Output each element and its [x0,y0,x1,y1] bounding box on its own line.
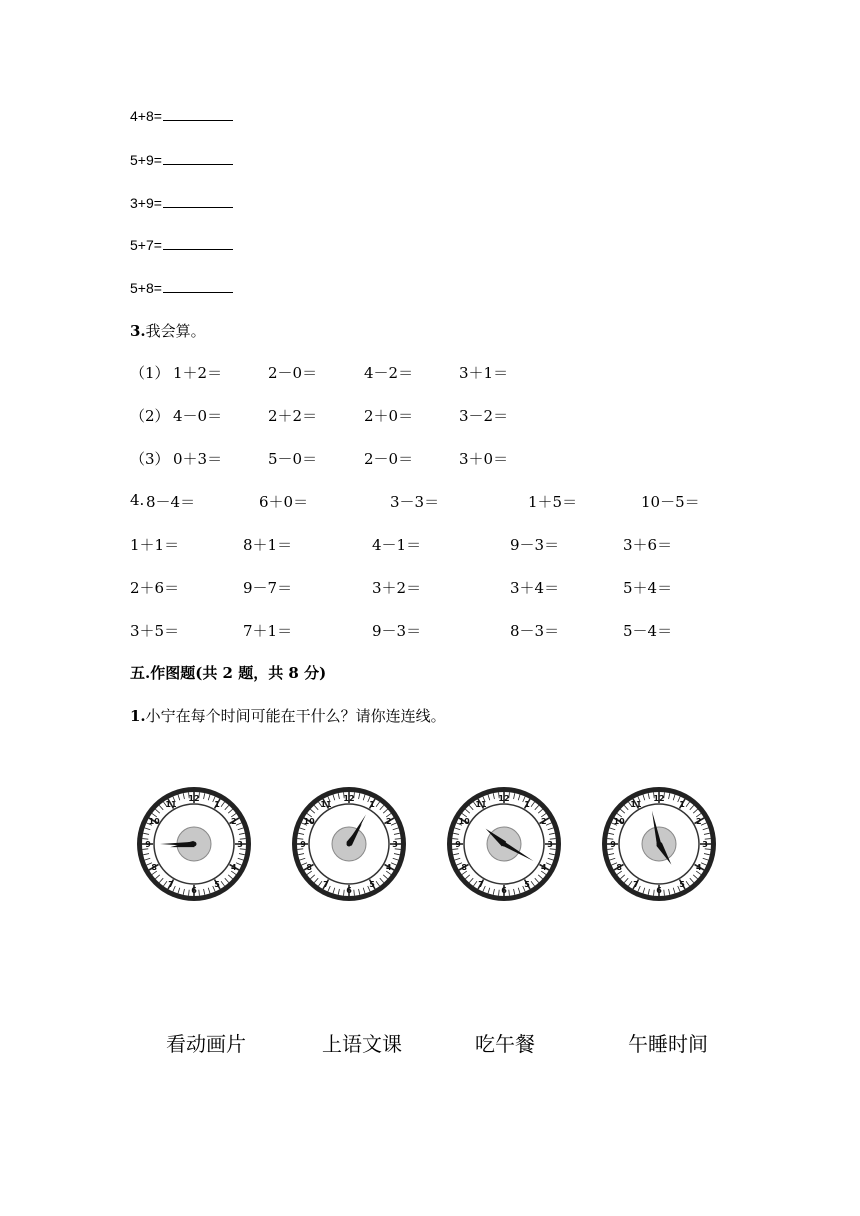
clock-numeral: 6 [346,886,352,895]
clock-numeral: 6 [501,886,507,895]
clock-numeral: 12 [188,794,200,803]
clock-numeral: 9 [455,840,461,849]
q4-equation: 3－3＝ [390,493,440,511]
clock-numeral: 9 [145,840,151,849]
section-5-question-1: 1.小宁在每个时间可能在干什么？请你连连线。 [130,707,446,725]
clock-numeral: 9 [300,840,306,849]
q4-equation: 3＋6＝ [623,536,673,554]
clock-numeral: 11 [475,800,487,810]
clock-face-3 [444,784,564,904]
clock-numeral: 12 [343,794,355,803]
clock-numeral: 5 [524,879,530,889]
q4-equation: 6＋0＝ [259,493,309,511]
clock-numeral: 6 [656,886,662,895]
addition-item: 5+8= [130,280,233,296]
clock-numeral: 3 [392,840,398,849]
clock-numeral: 2 [541,817,547,826]
clock-numeral: 8 [461,863,467,872]
caption-chinese-class[interactable]: 上语文课 [322,1032,402,1056]
q3-equation: 3＋0＝ [459,450,509,468]
clock-numeral: 10 [303,817,315,826]
clock-numeral: 4 [386,863,392,872]
q4-equation: 8－3＝ [510,622,560,640]
q4-equation: 9－3＝ [372,622,422,640]
clock-numeral: 5 [679,879,685,889]
clock-numeral: 3 [237,840,243,849]
q4-equation: 7＋1＝ [243,622,293,640]
q3-equation: 2－0＝ [364,450,414,468]
answer-blank[interactable] [163,152,233,165]
q4-equation: 1＋5＝ [528,493,578,511]
clock-numeral: 11 [630,800,642,810]
addition-item: 5+7= [130,237,233,253]
clock-pivot [192,842,197,847]
addition-item: 5+9= [130,152,233,168]
q3-equation: 3＋1＝ [459,364,509,382]
q3-row-label: （2） [130,407,170,425]
clock-numeral: 11 [320,800,332,810]
clock-numeral: 10 [148,817,160,826]
q4-equation: 2＋6＝ [130,579,180,597]
clock-pivot [657,842,662,847]
clock-numeral: 12 [498,794,510,803]
answer-blank[interactable] [163,195,233,208]
caption-watch-cartoon[interactable]: 看动画片 [166,1032,246,1056]
clock-numeral: 7 [633,879,639,889]
clock-numeral: 12 [653,794,665,803]
clock-numeral: 3 [547,840,553,849]
answer-blank[interactable] [163,280,233,293]
clock-numeral: 4 [696,863,702,872]
clock-numeral: 1 [214,800,220,810]
q4-equation: 3＋2＝ [372,579,422,597]
clock-face-1 [134,784,254,904]
q4-equation: 3＋5＝ [130,622,180,640]
clock-numeral: 11 [165,800,177,810]
q3-row-label: （1） [130,364,170,382]
q3-equation: 2＋2＝ [268,407,318,425]
q3-equation: 2－0＝ [268,364,318,382]
clock-numeral: 7 [478,879,484,889]
answer-blank[interactable] [163,237,233,250]
clock-numeral: 2 [386,817,392,826]
clock-numeral: 1 [524,800,530,810]
caption-nap-time[interactable]: 午睡时间 [628,1032,708,1056]
q4-equation: 9－7＝ [243,579,293,597]
clock-numeral: 3 [702,840,708,849]
clock-numeral: 7 [323,879,329,889]
q3-equation: 4－0＝ [173,407,223,425]
q3-equation: 3－2＝ [459,407,509,425]
q4-equation: 5＋4＝ [623,579,673,597]
q4-equation: 10－5＝ [641,493,700,511]
clock-pivot [502,842,507,847]
clock-numeral: 7 [168,879,174,889]
clock-numeral: 2 [231,817,237,826]
clock-numeral: 8 [151,863,157,872]
clock-numeral: 5 [369,879,375,889]
q3-equation: 0＋3＝ [173,450,223,468]
clock-numeral: 8 [616,863,622,872]
clock-numeral: 1 [679,800,685,810]
q4-equation: 3＋4＝ [510,579,560,597]
clock-numeral: 10 [458,817,470,826]
q4-equation: 8＋1＝ [243,536,293,554]
q3-equation: 5－0＝ [268,450,318,468]
clock-face-4 [599,784,719,904]
addition-item: 3+9= [130,195,233,211]
q4-equation: 4－1＝ [372,536,422,554]
q3-equation: 2＋0＝ [364,407,414,425]
section-5-title: 五.作图题(共 2 题，共 8 分) [130,664,327,682]
addition-item: 4+8= [130,108,233,124]
clock-pivot [347,842,352,847]
clock-numeral: 4 [231,863,237,872]
clock-numeral: 9 [610,840,616,849]
clock-face-2 [289,784,409,904]
question-4-number: 4. [130,491,145,509]
clock-numeral: 6 [191,886,197,895]
q3-equation: 1＋2＝ [173,364,223,382]
question-3-heading: 3.我会算。 [130,322,206,340]
clock-numeral: 10 [613,817,625,826]
answer-blank[interactable] [163,108,233,121]
clock-numeral: 2 [696,817,702,826]
clock-numeral: 5 [214,879,220,889]
clock-numeral: 4 [541,863,547,872]
q4-equation: 9－3＝ [510,536,560,554]
clock-numeral: 8 [306,863,312,872]
q4-equation: 8－4＝ [146,493,196,511]
q4-equation: 5－4＝ [623,622,673,640]
caption-lunch[interactable]: 吃午餐 [475,1032,535,1056]
clock-numeral: 1 [369,800,375,810]
q4-equation: 1＋1＝ [130,536,180,554]
q3-equation: 4－2＝ [364,364,414,382]
q3-row-label: （3） [130,450,170,468]
